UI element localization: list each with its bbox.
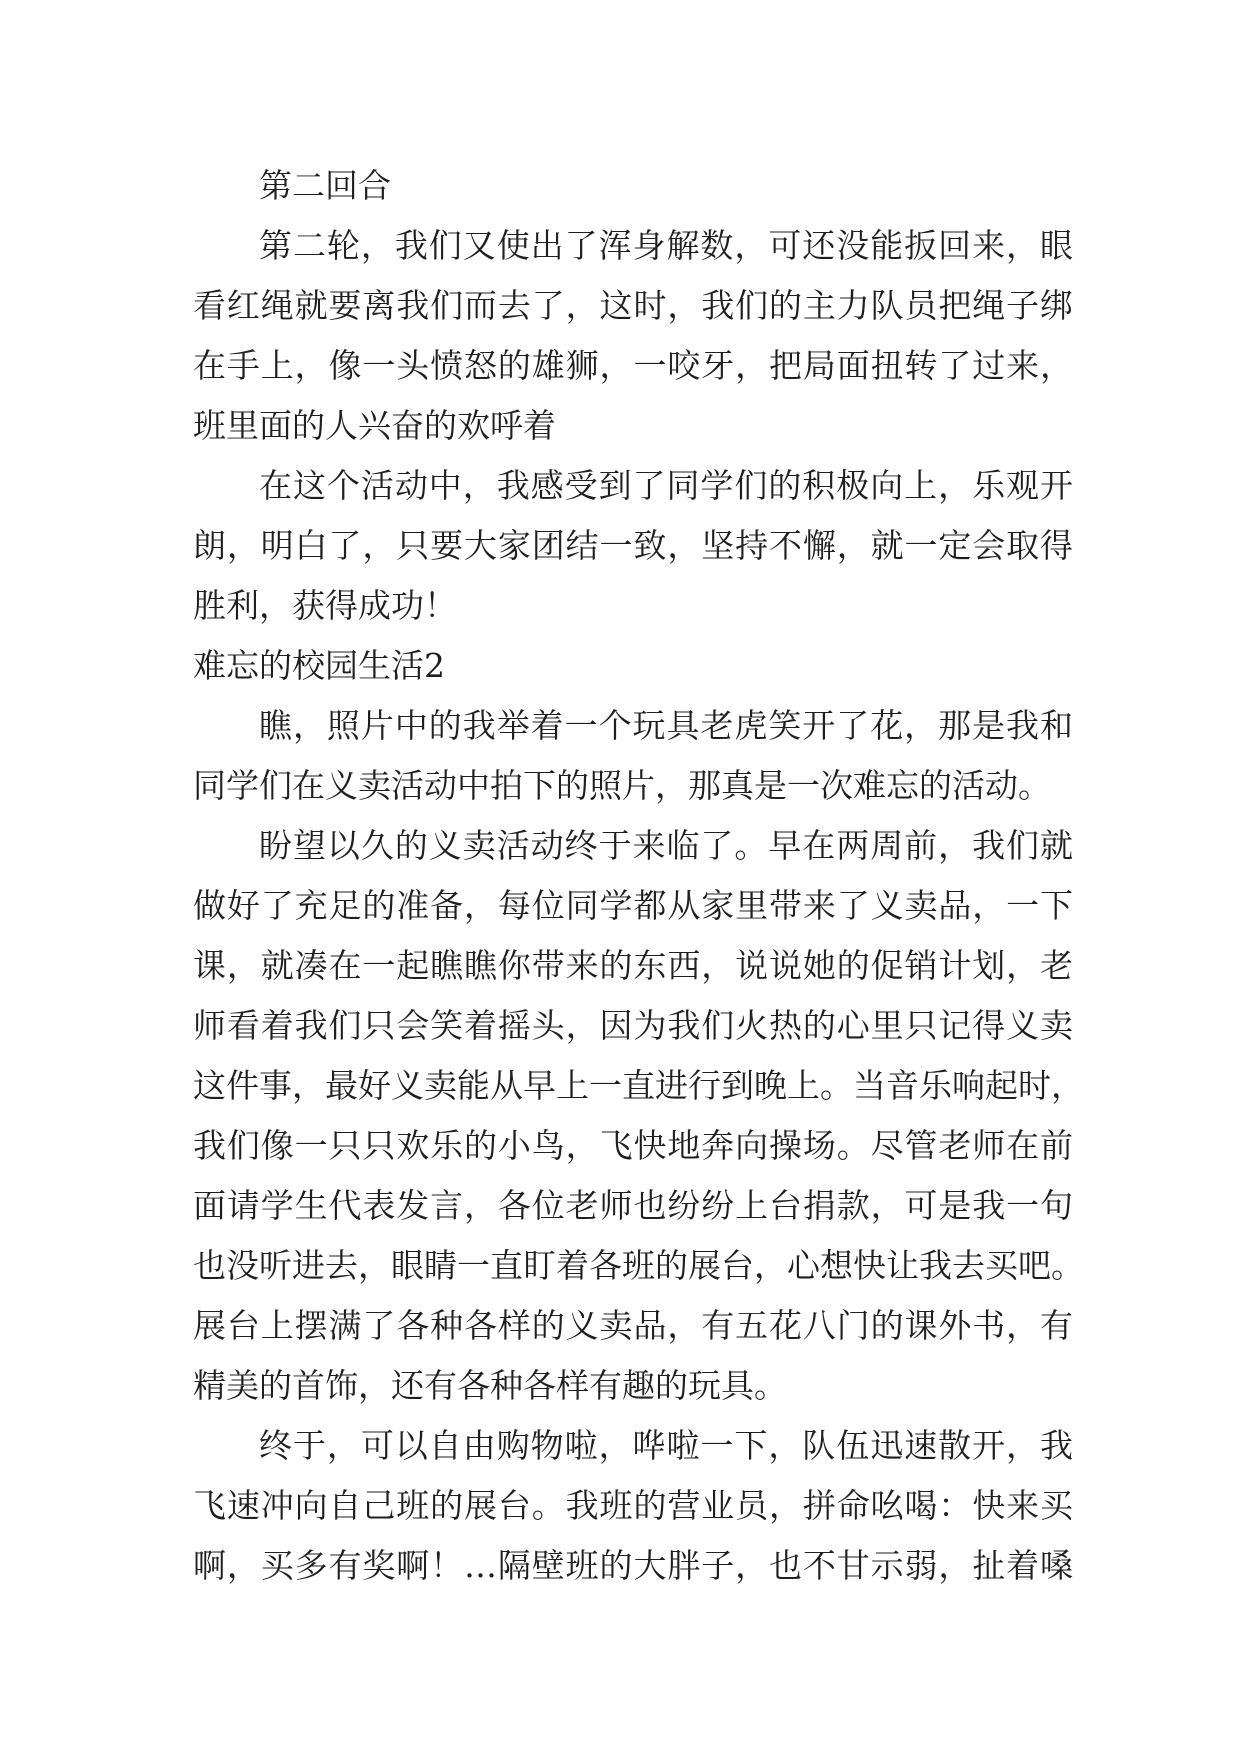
paragraph-line: 这件事，最好义卖能从早上一直进行到晚上。当音乐响起时， xyxy=(193,1066,1084,1105)
paragraph-line: 也没听进去，眼睛一直盯着各班的展台，心想快让我去买吧。 xyxy=(193,1246,1084,1285)
paragraph-line: 盼望以久的义卖活动终于来临了。早在两周前，我们就 xyxy=(259,826,1073,865)
article-title: 难忘的校园生活2 xyxy=(193,646,445,685)
paragraph-line: 飞速冲向自己班的展台。我班的营业员，拼命吆喝：快来买 xyxy=(193,1486,1073,1525)
paragraph-line: 课，就凑在一起瞧瞧你带来的东西，说说她的促销计划，老 xyxy=(193,946,1073,985)
paragraph-line: 朗，明白了，只要大家团结一致，坚持不懈，就一定会取得 xyxy=(193,526,1073,565)
paragraph-line: 展台上摆满了各种各样的义卖品，有五花八门的课外书，有 xyxy=(193,1306,1073,1345)
section-heading: 第二回合 xyxy=(259,166,391,205)
paragraph-line: 同学们在义卖活动中拍下的照片，那真是一次难忘的活动。 xyxy=(193,766,1051,805)
paragraph-line: 师看着我们只会笑着摇头，因为我们火热的心里只记得义卖 xyxy=(193,1006,1073,1045)
paragraph-line: 我们像一只只欢乐的小鸟，飞快地奔向操场。尽管老师在前 xyxy=(193,1126,1073,1165)
paragraph-line: 班里面的人兴奋的欢呼着 xyxy=(193,406,556,445)
paragraph-line: 做好了充足的准备，每位同学都从家里带来了义卖品，一下 xyxy=(193,886,1073,925)
paragraph-line: 在这个活动中，我感受到了同学们的积极向上，乐观开 xyxy=(259,466,1073,505)
paragraph-line: 啊，买多有奖啊！…隔壁班的大胖子，也不甘示弱，扯着嗓 xyxy=(193,1546,1073,1585)
paragraph-line: 看红绳就要离我们而去了，这时，我们的主力队员把绳子绑 xyxy=(193,286,1073,325)
paragraph-line: 胜利，获得成功！ xyxy=(193,586,457,625)
paragraph-line: 在手上，像一头愤怒的雄狮，一咬牙，把局面扭转了过来， xyxy=(193,346,1073,385)
paragraph-line: 第二轮，我们又使出了浑身解数，可还没能扳回来，眼 xyxy=(259,226,1073,265)
paragraph-line: 精美的首饰，还有各种各样有趣的玩具。 xyxy=(193,1366,787,1405)
paragraph-line: 终于，可以自由购物啦，哗啦一下，队伍迅速散开，我 xyxy=(259,1426,1073,1465)
paragraph-line: 瞧，照片中的我举着一个玩具老虎笑开了花，那是我和 xyxy=(259,706,1073,745)
paragraph-line: 面请学生代表发言，各位老师也纷纷上台捐款，可是我一句 xyxy=(193,1186,1073,1225)
